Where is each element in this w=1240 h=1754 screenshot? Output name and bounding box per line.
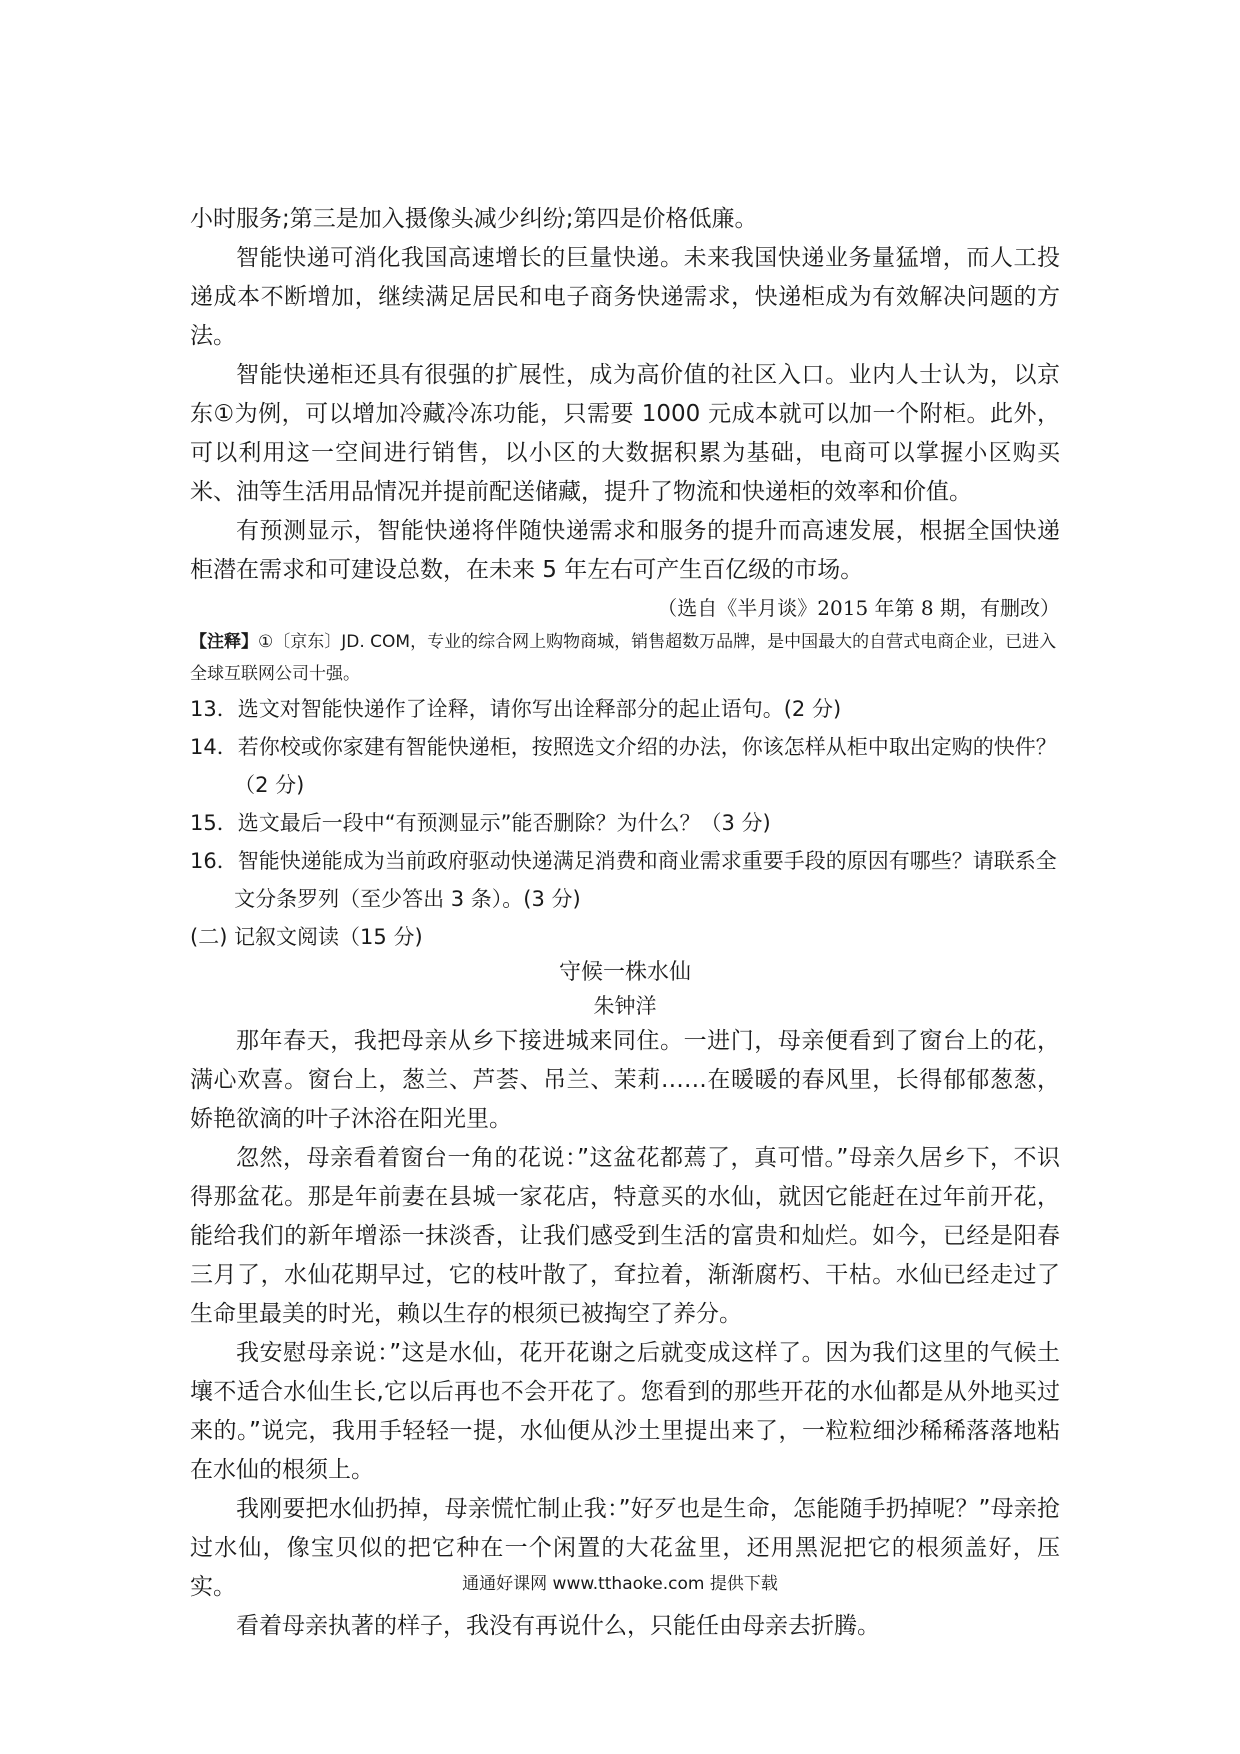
story-paragraph: 我刚要把水仙扔掉，母亲慌忙制止我：”好歹也是生命，怎能随手扔掉呢？”母亲抢过水仙，像宝贝似的把它种在一个闲置的大花盆里，还用黑泥把它的根须盖好，压实。 <box>190 1496 1060 1600</box>
story-paragraph: 我安慰母亲说：”这是水仙，花开花谢之后就变成这样了。因为我们这里的气候土壤不适合水仙生长,它以后再也不会开花了。您看到的那些开花的水仙都是从外地买过来的。”说完，我用手轻轻一提，水仙便从沙土里提出来了，一粒粒细沙稀稀落落地粘在水仙的根须上。 <box>190 1340 1060 1483</box>
question-13: 13．选文对智能快递作了诠释，请你写出诠释部分的起止语句。(2 分) <box>190 697 842 721</box>
article-footnote <box>190 626 1060 690</box>
story-paragraph: 看着母亲执著的样子，我没有再说什么，只能任由母亲去折腾。 <box>236 1613 880 1639</box>
section-heading: (二) 记叙文阅读（15 分) <box>190 925 423 949</box>
story-paragraph: 那年春天，我把母亲从乡下接进城来同住。一进门，母亲便看到了窗台上的花，满心欢喜。窗台上，葱兰、芦荟、吊兰、茉莉……在暖暖的春风里，长得郁郁葱葱，娇艳欲滴的叶子沐浴在阳光里。 <box>190 1028 1060 1132</box>
story-paragraph: 忽然，母亲看着窗台一角的花说：”这盆花都蔫了，真可惜。”母亲久居乡下，不识得那盆花。那是年前妻在县城一家花店，特意买的水仙，就因它能赶在过年前开花，能给我们的新年增添一抹淡香，让我们感受到生活的富贵和灿烂。如今，已经是阳春三月了，水仙花期早过，它的枝叶散了，耷拉着，渐渐腐朽、干枯。水仙已经走过了生命里最美的时光，赖以生存的根须已被掏空了养分。 <box>190 1145 1060 1327</box>
article-paragraph: 智能快递可消化我国高速增长的巨量快递。未来我国快递业务量猛增，而人工投递成本不断增加，继续满足居民和电子商务快递需求，快递柜成为有效解决问题的方法。 <box>190 245 1060 349</box>
question-16: 16．智能快递能成为当前政府驱动快递满足消费和商业需求重要手段的原因有哪些？请联系全文分条罗列（至少答出 3 条）。(3 分) <box>190 849 1057 911</box>
page-footer: 通通好课网 www.tthaoke.com 提供下载 <box>462 1574 778 1594</box>
article-source: （选自《半月谈》2015 年第 8 期，有删改） <box>657 596 1060 620</box>
question-14: 14．若你校或你家建有智能快递柜，按照选文介绍的办法，你该怎样从柜中取出定购的快件？（2 分) <box>190 735 1057 797</box>
question-15: 15．选文最后一段中“有预测显示”能否删除？为什么？（3 分) <box>190 811 771 835</box>
article-paragraph: 有预测显示，智能快递将伴随快递需求和服务的提升而高速发展，根据全国快递柜潜在需求和可建设总数，在未来 5 年左右可产生百亿级的市场。 <box>190 518 1060 583</box>
article-paragraph: 智能快递柜还具有很强的扩展性，成为高价值的社区入口。业内人士认为，以京东①为例，可以增加冷藏冷冻功能，只需要 1000 元成本就可以加一个附柜。此外，可以利用这一空间进行销售，以小区的大数据积累为基础，电商可以掌握小区购买米、油等生活用品情况并提前配送储藏，提升了物流和快递柜的效率和价值。 <box>190 362 1060 505</box>
story-author: 朱钟洋 <box>593 994 657 1018</box>
article-paragraph-continued: 小时服务;第三是加入摄像头减少纠纷;第四是价格低廉。 <box>190 206 758 232</box>
document-body <box>190 200 1060 1646</box>
footnote-text: ①〔京东〕JD. COM，专业的综合网上购物商城，销售超数万品牌，是中国最大的自营式电商企业，已进入全球互联网公司十强。 <box>190 632 1057 684</box>
footnote-label: 【注释】 <box>190 632 258 652</box>
story-title: 守候一株水仙 <box>558 960 691 985</box>
